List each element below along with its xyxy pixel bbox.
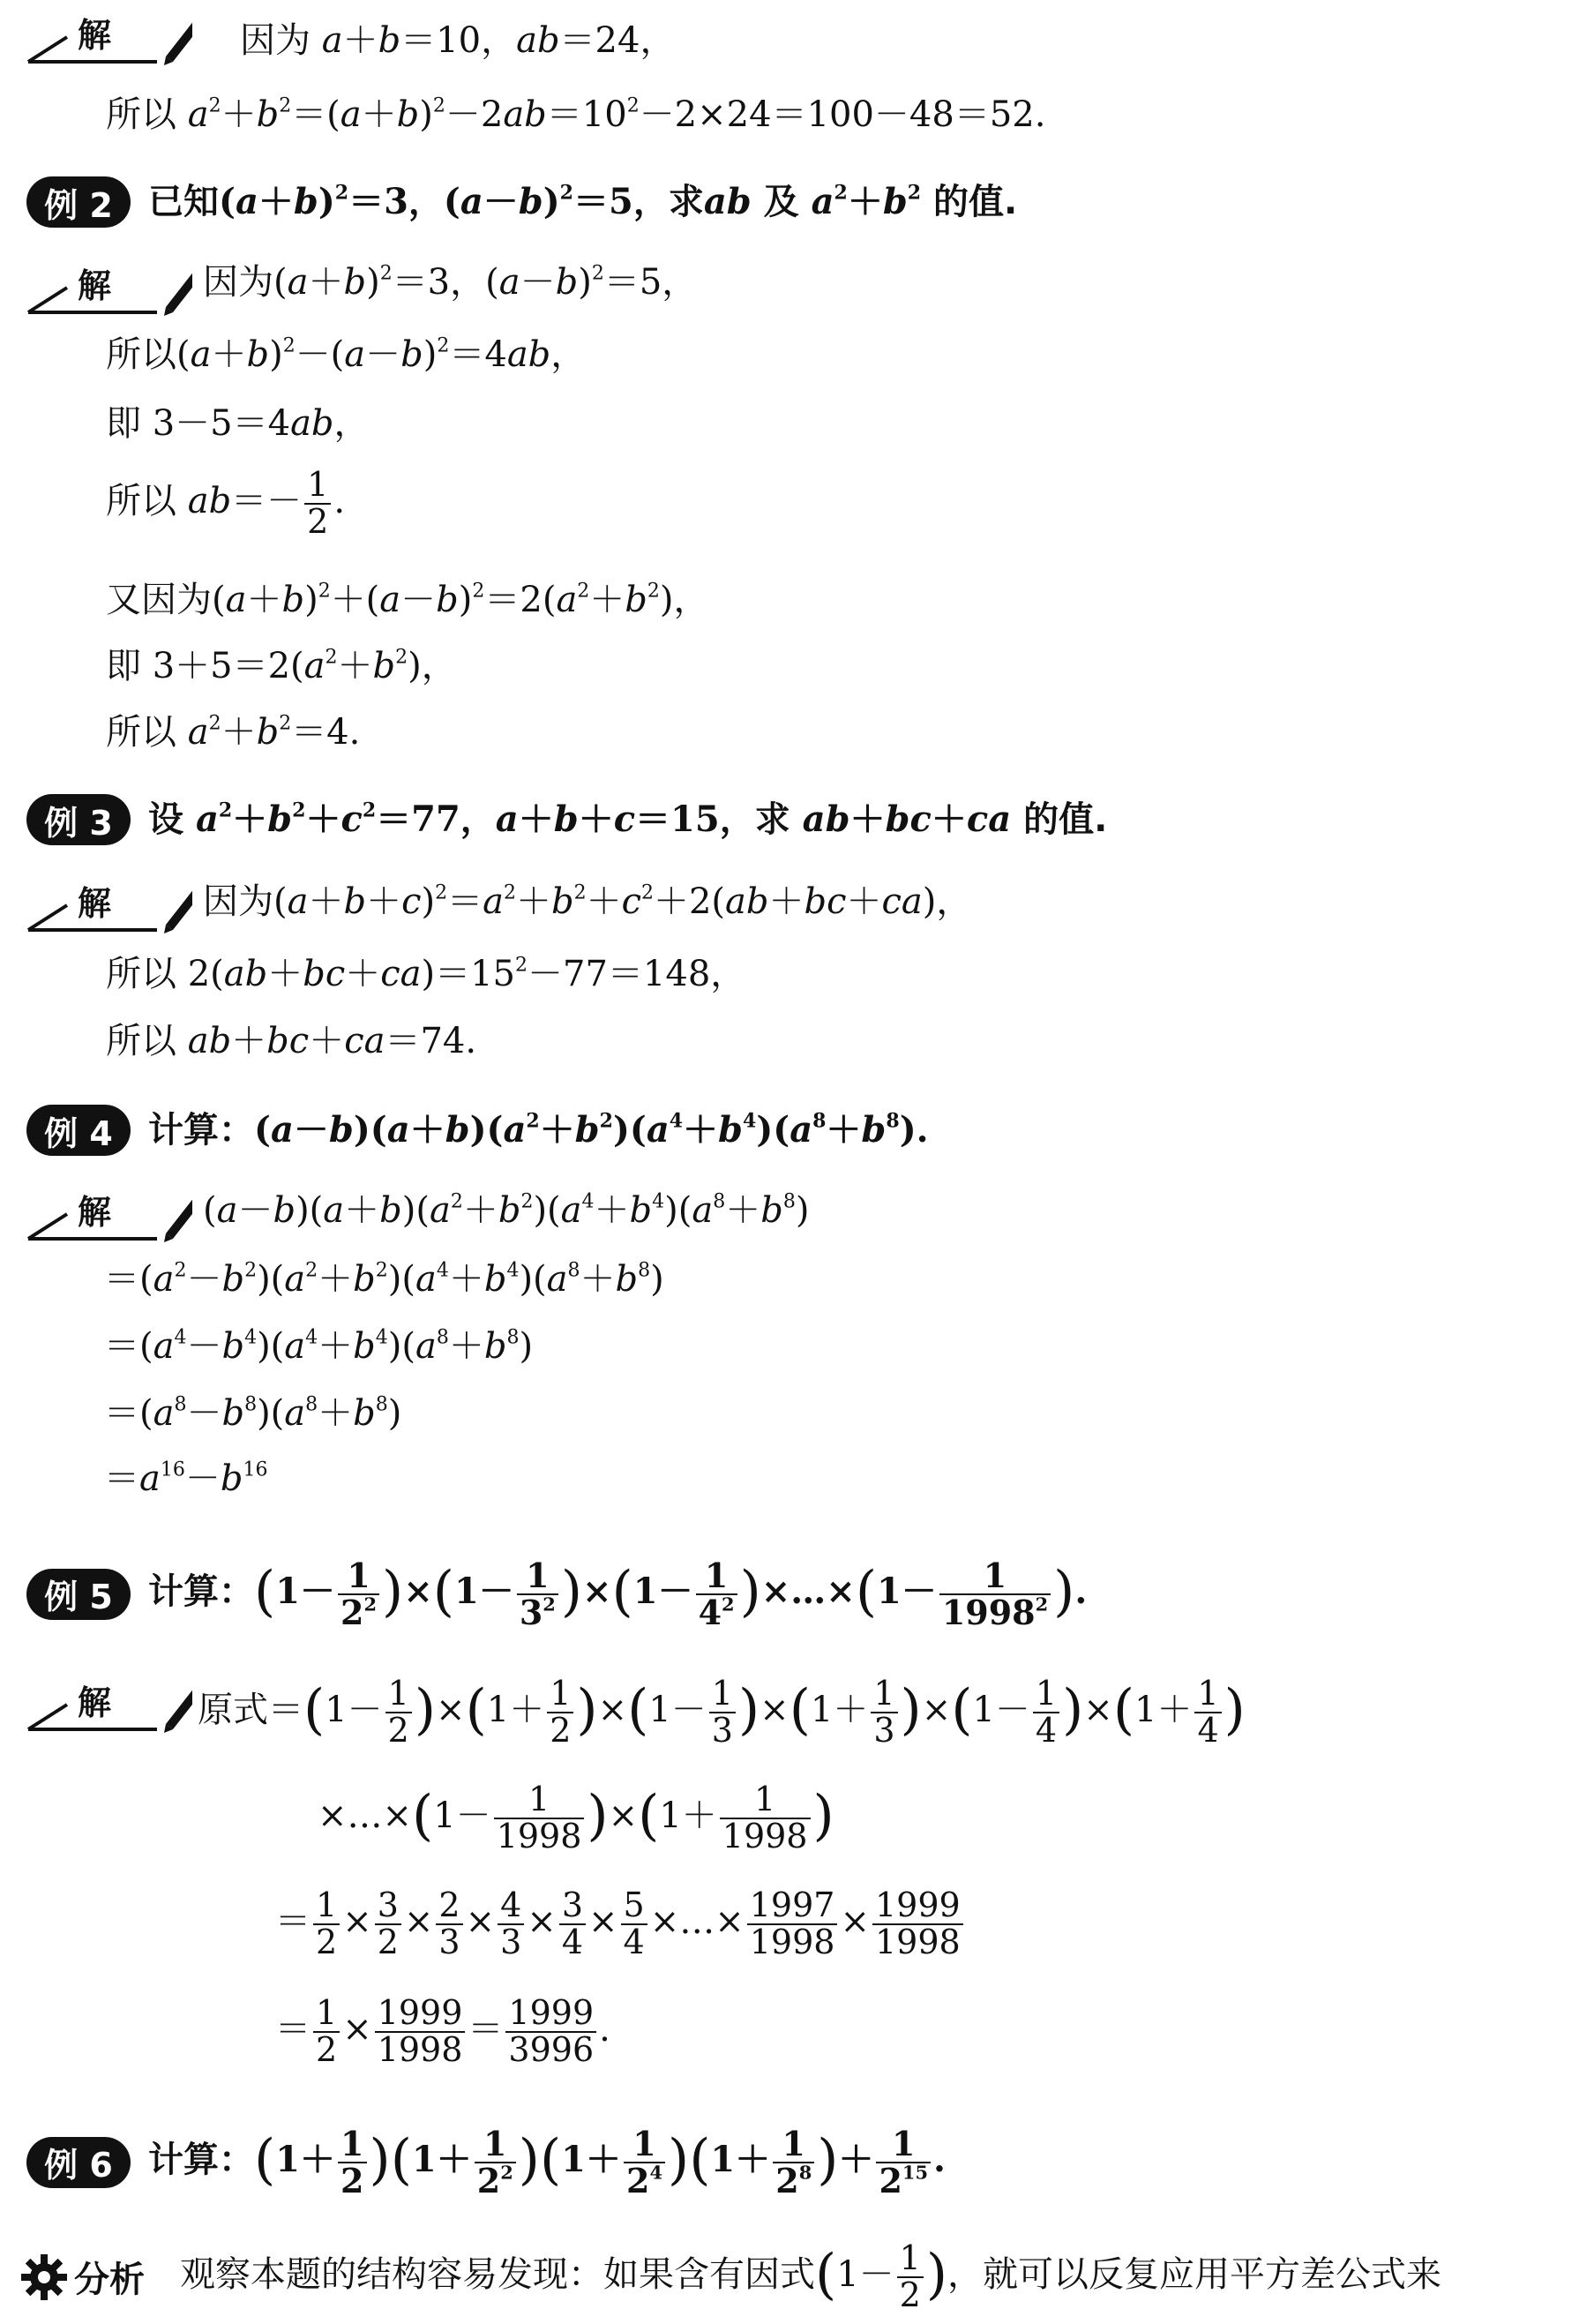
example-badge: 例 2 (26, 176, 131, 228)
example-6-title: 例 6 计算：(1＋ $\frac{1}{2}$ )(1＋ $\frac{1}{2^2}$ )(1＋ $\frac{1}{2^4}$ )(1＋ $\frac{1}{2^8}$ )＋ $\frac{1}{2^{15}}$ . (26, 2126, 946, 2199)
solution-label: 解 (25, 873, 111, 930)
eq-ex3-step1: 所以 $2(ab+bc+ca)=15^2-77=148$， (106, 954, 746, 994)
analysis-text: 观察本题的结构容易发现：如果含有因式 (180, 2253, 815, 2295)
solution-label: 解 (25, 5, 111, 62)
eq-ex5-line1: 原式＝(1－ $\frac{1}{2}$ )×(1＋ $\frac{1}{2}$ )×(1－ $\frac{1}{3}$ )×(1＋ $\frac{1}{3}$ )×(1－ $\frac{1}{4}$ )×(1＋ $\frac{1}{4}$ ) (198, 1674, 1246, 1750)
eq-ex5-line2: ×…×(1－ $\frac{1}{1998}$ )×(1＋ $\frac{1}{1998}$ ) (318, 1780, 834, 1855)
eq-ex1-result: 所以 $a^2+b^2=(a+b)^2-2ab=10^2-2\times 24=100-48=52$. (106, 94, 1046, 135)
eq-ex4-result: $=a^{16}-b^{16}$ (104, 1458, 268, 1499)
eq-ex4-line2: $=(a^2-b^2)(a^2+b^2)(a^4+b^4)(a^8+b^8)$ (104, 1259, 664, 1300)
eq-ex5-line3: ＝ $\frac{1}{2}$ × $\frac{3}{2}$ × $\frac{2}{3}$ × $\frac{4}{3}$ × $\frac{3}{4}$ × $\frac{5}{4}$ ×…× $\frac{1997}{1998}$ × $\frac{1999}{1998}$ (275, 1888, 966, 1960)
example-badge: 例 4 (26, 1105, 131, 1156)
example-2-title: 例 2 已知$(a+b)^2=3$，$(a-b)^2=5$，求ab 及 $a^2+b^2$ 的值. (26, 176, 1017, 228)
eq-ex5-result: ＝ $\frac{1}{2}$ × $\frac{1999}{1998}$ ＝ $\frac{1999}{3996}$ . (275, 1993, 610, 2069)
eq-ex2-step1: 所以$(a+b)^2-(a-b)^2=4ab$， (106, 334, 587, 375)
solution-label: 解 (25, 1182, 111, 1239)
eq-ex2-given: 因为$(a+b)^2=3$，$(a-b)^2=5$， (203, 262, 698, 303)
eq-ex3-result: 所以 ab＋bc＋ca＝74. (106, 1021, 477, 1061)
eq-ex1-given: 因为 a＋b＝10，ab＝24， (240, 20, 676, 61)
eq-ex2-step5: 即 $3+5=2(a^2+b^2)$， (106, 646, 457, 686)
example-badge: 例 5 (26, 1569, 131, 1620)
example-badge: 例 3 (26, 794, 131, 845)
gear-icon (19, 2253, 69, 2302)
eq-ex2-step4: 又因为$(a+b)^2+(a-b)^2=2(a^2+b^2)$， (106, 580, 709, 620)
example-4-title: 例 4 计算：$(a-b)(a+b)(a^2+b^2)(a^4+b^4)(a^8+b^8)$. (26, 1105, 929, 1156)
eq-ex4-line3: $=(a^4-b^4)(a^4+b^4)(a^8+b^8)$ (104, 1326, 534, 1367)
example-5-title: 例 5 计算：(1－ $\frac{1}{2^2}$ )×(1－ $\frac{1}{3^2}$ )×(1－ $\frac{1}{4^2}$ )×…×(1－ $\frac{1}{1998^2}$ ). (26, 1558, 1087, 1631)
analysis-section: 分析 观察本题的结构容易发现：如果含有因式(1－ $\frac{1}{2}$ )，就可以反复应用平方差公式来 (19, 2241, 1441, 2313)
solution-label: 解 (25, 256, 111, 312)
example-3-title: 例 3 设 $a^2+b^2+c^2=77$，a＋b＋c＝15，求 ab＋bc＋ca 的值. (26, 794, 1107, 845)
eq-ex2-step2: 即 3－5＝4ab， (106, 403, 370, 444)
example-badge: 例 6 (26, 2137, 131, 2188)
eq-ex4-line1: $(a-b)(a+b)(a^2+b^2)(a^4+b^4)(a^8+b^8)$ (203, 1190, 810, 1231)
solution-label: 解 (25, 1673, 111, 1729)
eq-ex4-line4: $=(a^8-b^8)(a^8+b^8)$ (104, 1393, 402, 1434)
analysis-label: 分析 (74, 2260, 145, 2301)
eq-ex2-result: 所以 $a^2+b^2=4$. (106, 712, 361, 753)
eq-ex3-given: 因为$(a+b+c)^2=a^2+b^2+c^2+2(ab+bc+ca)$， (203, 881, 972, 922)
eq-ex2-step3: 所以 ab＝－ $\frac{1}{2}$ . (106, 465, 346, 541)
